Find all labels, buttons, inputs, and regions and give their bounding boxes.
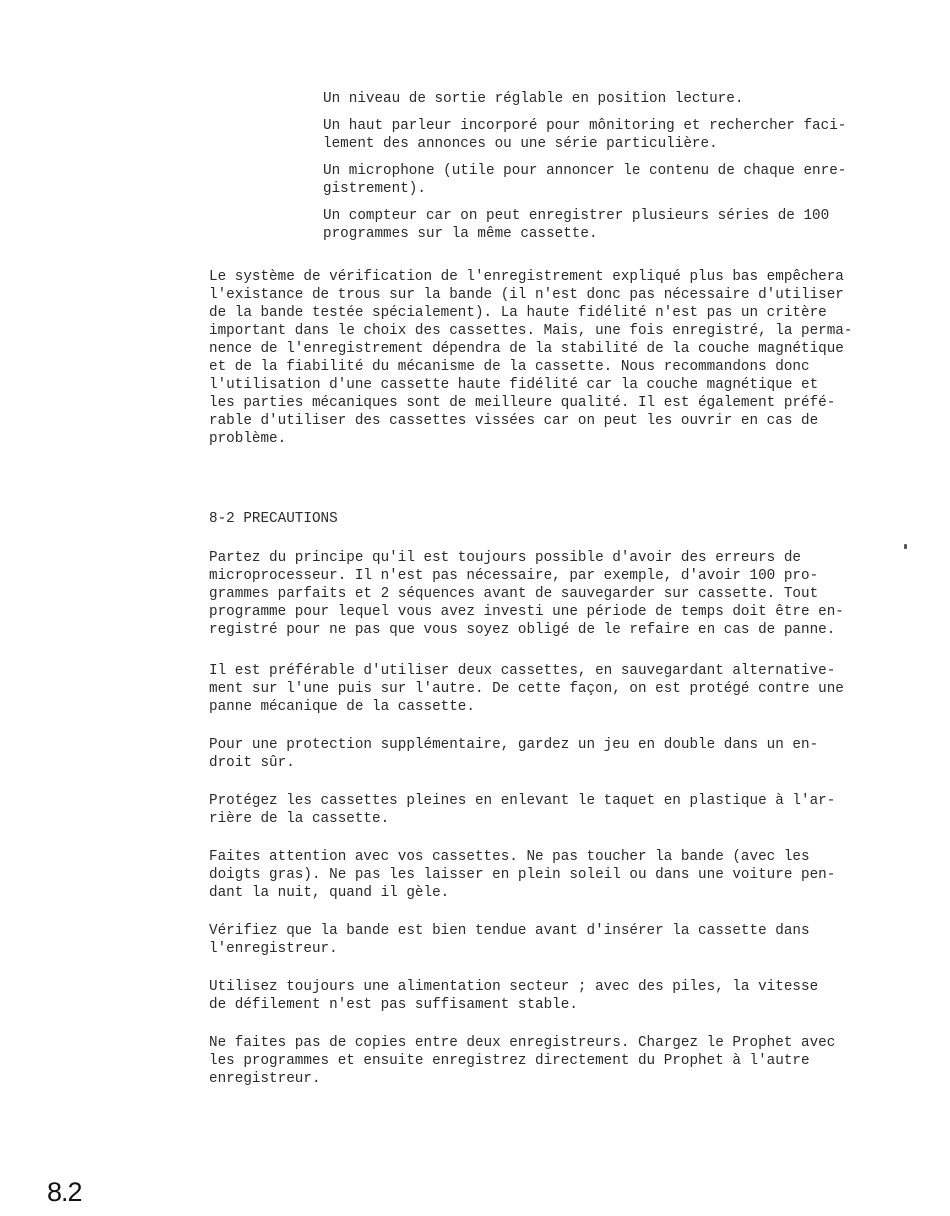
- feature-item-counter: Un compteur car on peut enregistrer plusieurs séries de 100 programmes sur la même cassette.: [323, 208, 830, 242]
- feature-item-speaker: Un haut parleur incorporé pour mônitoring et rechercher faci- lement des annonces ou une série particulière.: [323, 118, 847, 152]
- precaution-paragraph-two-cassettes: Il est préférable d'utiliser deux cassettes, en sauvegardant alternative- ment sur l'une puis sur l'autre. De cette façon, on est protégé contre une panne mécanique de la cassette.: [209, 663, 844, 715]
- feature-item-output-level: Un niveau de sortie réglable en position lecture.: [323, 91, 744, 107]
- precaution-paragraph-tension: Vérifiez que la bande est bien tendue avant d'insérer la cassette dans l'enregistreur.: [209, 923, 810, 957]
- precaution-paragraph-copies: Ne faites pas de copies entre deux enregistreurs. Chargez le Prophet avec les programmes et ensuite enregistrez directement du Prophet à l'autre enregistreur.: [209, 1035, 836, 1087]
- verification-paragraph: Le système de vérification de l'enregistrement expliqué plus bas empêchera l'existance de trous sur la bande (il n'est donc pas nécessaire d'utiliser de la bande testée spécialement). La haute fidélité n'est pas un critère important dans le choix des cassettes. Mais, une fois enregistré, la perma- nence de l'enregistrement dépendra de la stabilité de la couche magnétique et de la fiabilité du mécanisme de la cassette. Nous recommandons donc l'utilisation d'une cassette haute fidélité car la couche magnétique et les parties mécaniques sont de meilleure qualité. Il est également préfé- rable d'utiliser des cassettes vissées car on peut les ouvrir en cas de problème.: [209, 269, 853, 447]
- precaution-paragraph-handling: Faites attention avec vos cassettes. Ne pas toucher la bande (avec les doigts gras). Ne pas les laisser en plein soleil ou dans une voiture pen- dant la nuit, quand il gèle.: [209, 849, 836, 901]
- section-heading: 8-2 PRECAUTIONS: [209, 511, 338, 527]
- feature-list: [323, 90, 908, 252]
- precaution-paragraph-power: Utilisez toujours une alimentation secteur ; avec des piles, la vitesse de défilement n'est pas suffisament stable.: [209, 979, 819, 1013]
- feature-item-microphone: Un microphone (utile pour annoncer le contenu de chaque enre- gistrement).: [323, 163, 847, 197]
- precaution-paragraph-errors: Partez du principe qu'il est toujours possible d'avoir des erreurs de microprocesseur. Il n'est pas nécessaire, par exemple, d'avoir 100 pro- grammes parfaits et 2 séquences avant de sauvegarder sur cassette. Tout programme pour lequel vous avez investi une période de temps doit être en- registré pour ne pas que vous soyez obligé de le refaire en cas de panne.: [209, 550, 844, 638]
- precaution-paragraph-protect: Protégez les cassettes pleines en enlevant le taquet en plastique à l'ar- rière de la cassette.: [209, 793, 836, 827]
- page-number: 8.2: [47, 1177, 82, 1207]
- precaution-paragraph-backup: Pour une protection supplémentaire, gardez un jeu en double dans un en- droit sûr.: [209, 737, 819, 771]
